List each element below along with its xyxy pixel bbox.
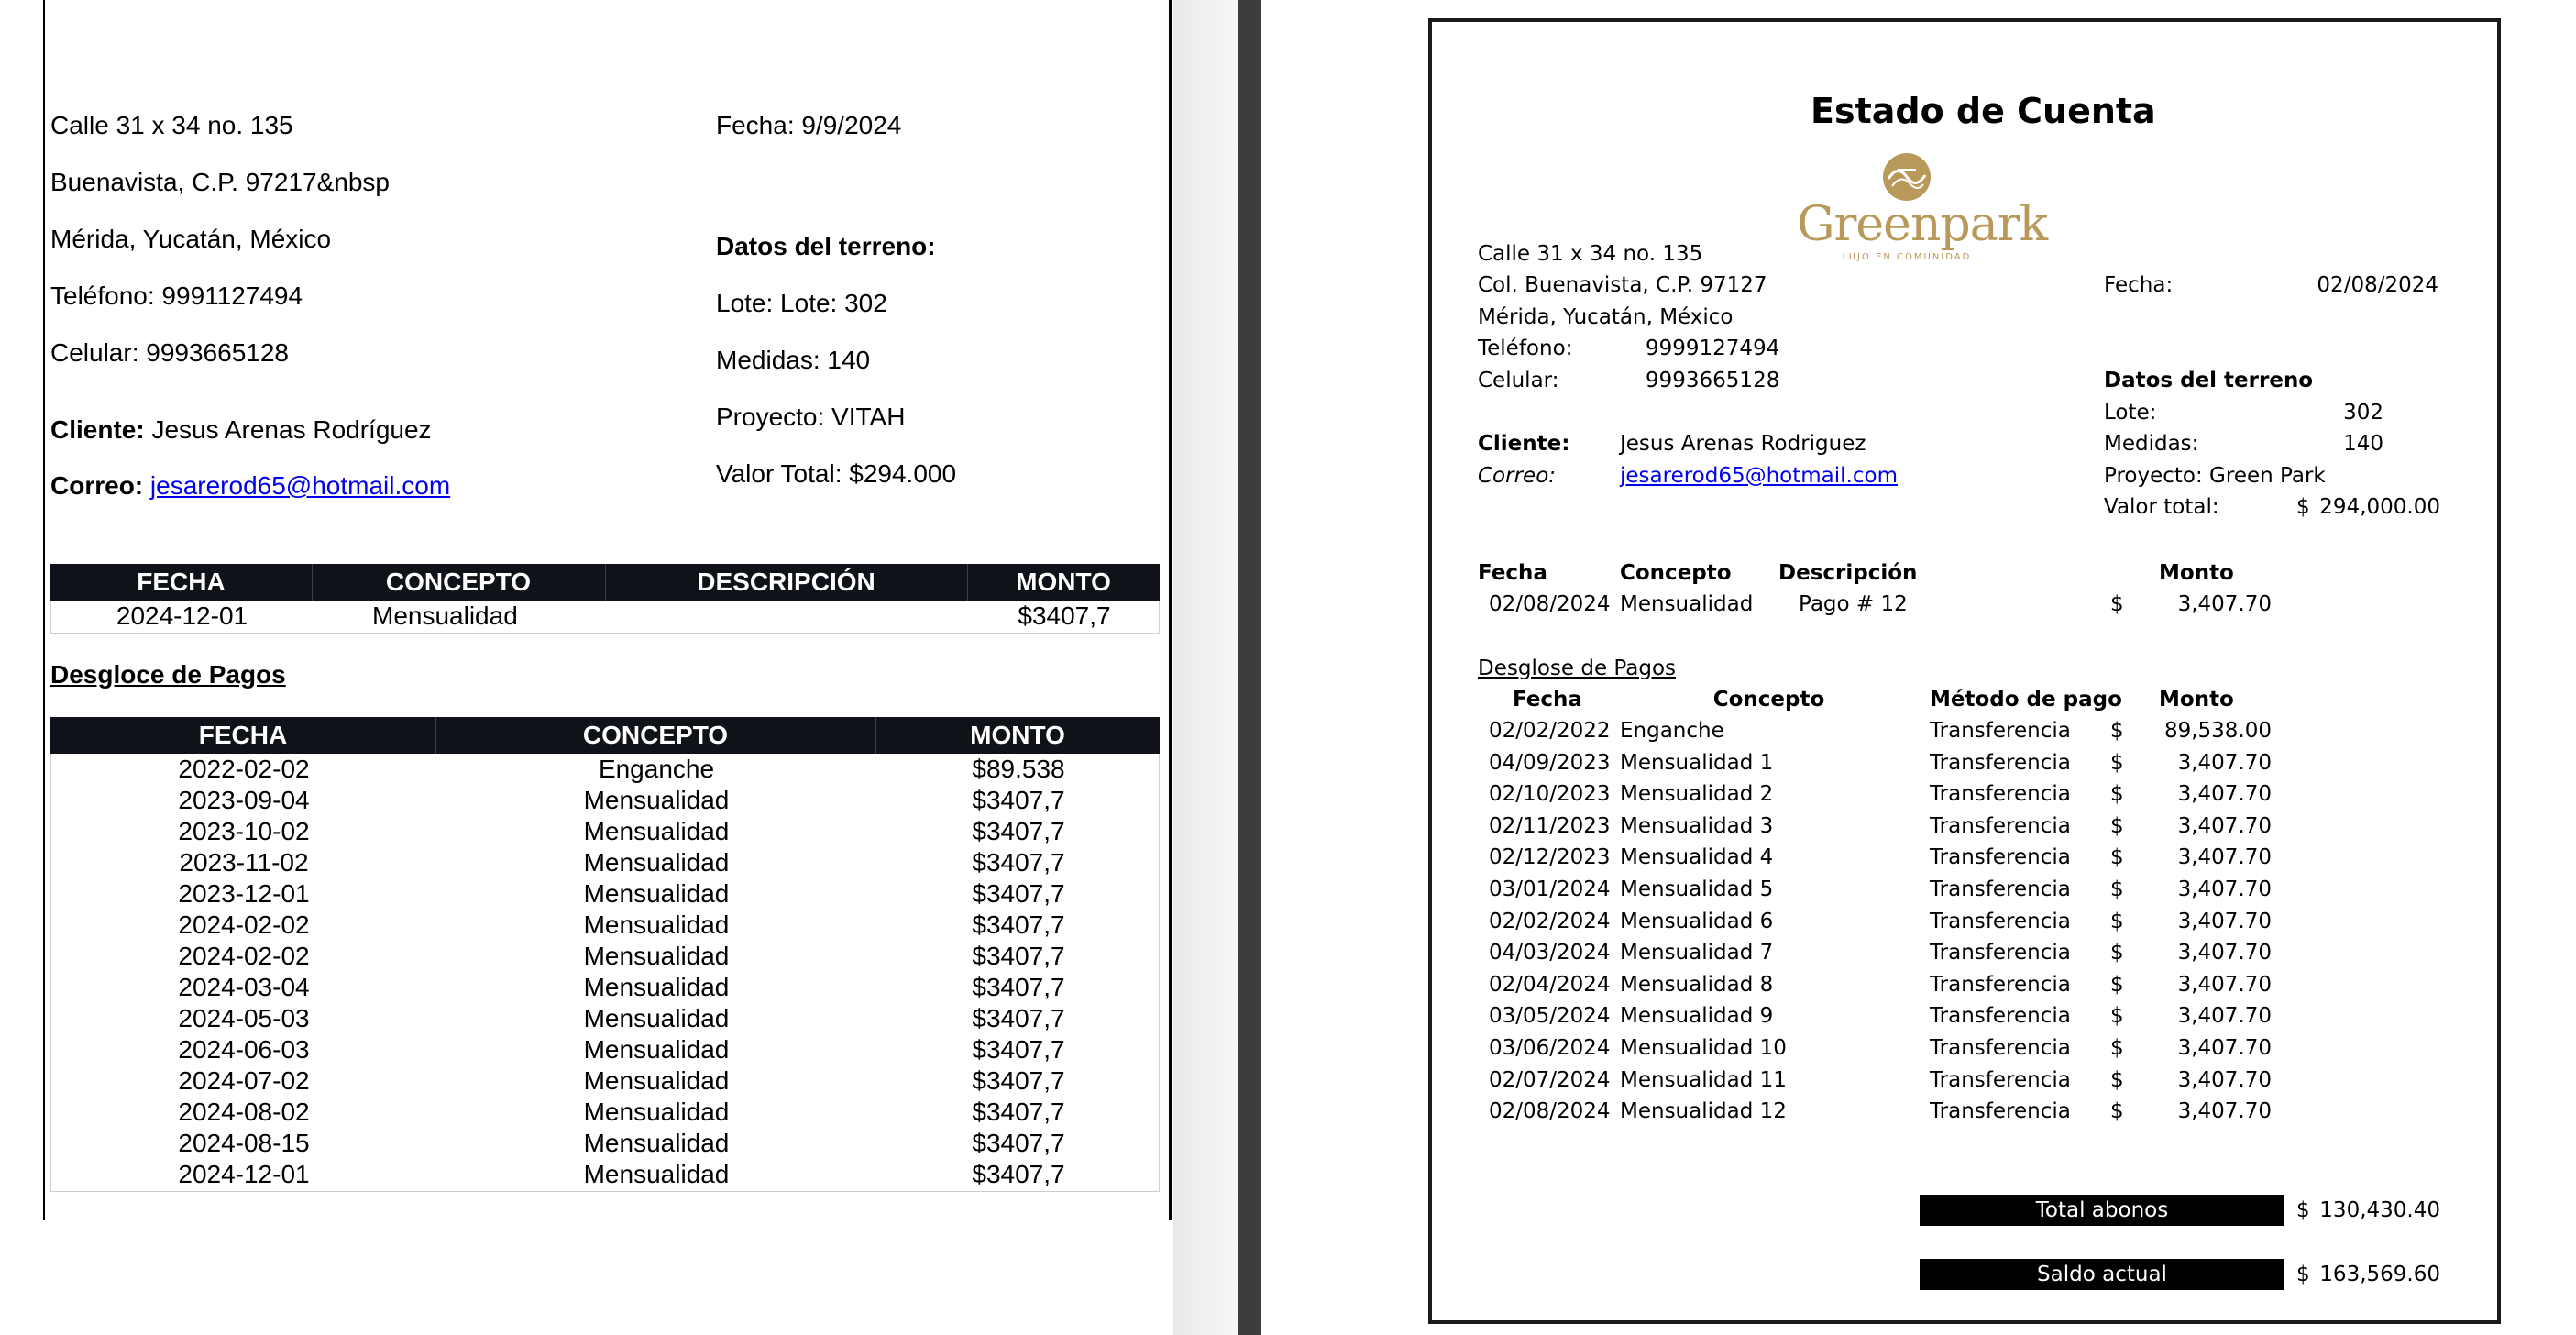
total-value-currency: $ <box>2296 495 2310 519</box>
row-fecha: 02/04/2024 <box>1489 972 1611 997</box>
row-concepto: Mensualidad 5 <box>1620 877 1774 901</box>
cell-concepto: Mensualidad <box>583 973 730 1001</box>
client-label: Cliente: <box>50 415 145 444</box>
row-metodo: Transferencia <box>1930 877 2071 901</box>
measures-label: Medidas: <box>2104 432 2199 456</box>
table-row <box>51 785 1159 816</box>
split-divider[interactable] <box>1238 0 1261 1335</box>
cell-monto: $3407,7 <box>972 1004 1065 1032</box>
row-metodo: Transferencia <box>1930 1004 2071 1029</box>
current-currency: $ <box>2110 592 2124 616</box>
saldo-actual-label: Saldo actual <box>1920 1259 2284 1290</box>
cell-fecha: 2024-02-02 <box>178 910 310 939</box>
statement-date: 02/08/2024 <box>2317 273 2438 297</box>
page-border-right <box>1169 0 1172 1220</box>
table-row <box>51 972 1159 1003</box>
land-data-title: Datos del terreno <box>2104 369 2314 392</box>
project: Proyecto: VITAH <box>716 403 906 431</box>
row-currency: $ <box>2110 877 2124 901</box>
breakdown-header-monto: Monto <box>2159 688 2234 712</box>
row-monto: 3,407.70 <box>2177 1004 2272 1029</box>
cell-monto: $3407,7 <box>972 973 1065 1001</box>
measures: Medidas: 140 <box>716 346 871 374</box>
logo-emblem-icon <box>1797 151 2017 203</box>
cell-fecha: 2024-12-01 <box>178 1160 310 1188</box>
cell-monto: $3407,7 <box>972 1066 1065 1095</box>
total-value: 294,000.00 <box>2319 495 2440 519</box>
cell-fecha: 2024-03-04 <box>178 973 310 1001</box>
row-concepto: Mensualidad 9 <box>1620 1004 1774 1029</box>
total-abonos-value: 130,430.40 <box>2319 1198 2440 1222</box>
row-currency: $ <box>2110 845 2124 870</box>
breakdown-header-concepto: Concepto <box>1712 688 1825 712</box>
greenpark-logo <box>1797 151 2048 266</box>
current-monto: 3,407.70 <box>2177 592 2272 616</box>
table-row <box>51 941 1159 972</box>
address-line-3: Mérida, Yucatán, México <box>50 225 332 253</box>
row-fecha: 03/06/2024 <box>1489 1036 1611 1060</box>
header-concepto: CONCEPTO <box>385 568 532 596</box>
email-label: Correo: <box>50 471 144 500</box>
row-metodo: Transferencia <box>1930 1099 2071 1124</box>
cell-monto: $3407,7 <box>972 1129 1065 1157</box>
table-row <box>51 1003 1159 1034</box>
header-fecha: FECHA <box>198 721 288 749</box>
phone: 9999127494 <box>1646 337 1780 360</box>
row-fecha: 03/01/2024 <box>1489 877 1611 901</box>
row-metodo: Transferencia <box>1930 782 2071 807</box>
html-statement-preview <box>0 0 1173 1335</box>
row-monto: 3,407.70 <box>2177 877 2272 901</box>
row-monto: 3,407.70 <box>2177 1067 2272 1092</box>
cell-monto: $3407,7 <box>972 1098 1065 1126</box>
header-concepto: CONCEPTO <box>582 721 729 749</box>
table-row <box>51 878 1159 910</box>
client <box>50 415 432 445</box>
cell-concepto: Mensualidad <box>583 1066 730 1095</box>
row-currency: $ <box>2110 941 2124 965</box>
table-row <box>51 910 1159 941</box>
breakdown-title: Desgloce de Pagos <box>50 660 286 689</box>
row-fecha: 02/11/2023 <box>1489 813 1611 838</box>
lot-label: Lote: <box>2104 401 2157 425</box>
charge-table-header <box>50 564 1160 601</box>
breakdown-table-body <box>50 754 1160 1192</box>
table-row <box>50 601 1160 634</box>
cell-monto: $3407,7 <box>972 942 1065 970</box>
current-concepto: Mensualidad <box>1620 592 1754 616</box>
cell-concepto: Mensualidad <box>583 1160 730 1188</box>
address-line-2: Col. Buenavista, C.P. 97127 <box>1478 273 1767 297</box>
row-fecha: 02/10/2023 <box>1489 782 1611 807</box>
email-link[interactable]: jesarerod65@hotmail.com <box>1620 464 1898 488</box>
header-fecha: Fecha <box>1478 561 1547 585</box>
cell-concepto: Mensualidad <box>583 1035 730 1064</box>
row-concepto: Mensualidad 7 <box>1620 941 1774 965</box>
cell-concepto: Mensualidad <box>583 848 730 877</box>
row-metodo: Transferencia <box>1930 750 2071 775</box>
cell-fecha: 2023-12-01 <box>178 879 310 908</box>
table-row <box>51 1128 1159 1159</box>
row-concepto: Mensualidad 1 <box>1620 750 1774 775</box>
table-row <box>51 1159 1159 1190</box>
saldo-actual-currency: $ <box>2296 1263 2310 1286</box>
row-monto: 3,407.70 <box>2177 1099 2272 1124</box>
total-abonos-label: Total abonos <box>1920 1195 2284 1226</box>
row-currency: $ <box>2110 813 2124 838</box>
cell-concepto: Mensualidad <box>583 1098 730 1126</box>
row-currency: $ <box>2110 1004 2124 1029</box>
row-metodo: Transferencia <box>1930 1067 2071 1092</box>
total-value: Valor Total: $294.000 <box>716 459 957 488</box>
saldo-actual-value: 163,569.60 <box>2319 1263 2440 1286</box>
lot: 302 <box>2343 401 2383 425</box>
row-monto: 3,407.70 <box>2177 813 2272 838</box>
cell-concepto: Mensualidad <box>583 1129 730 1157</box>
cell-fecha: 2024-06-03 <box>178 1035 310 1064</box>
row-fecha: 02/12/2023 <box>1489 845 1611 870</box>
row-metodo: Transferencia <box>1930 909 2071 933</box>
breakdown-table-header <box>50 717 1160 754</box>
project: Proyecto: Green Park <box>2104 464 2326 488</box>
cell-fecha: 2023-10-02 <box>178 817 310 845</box>
cell-concepto: Mensualidad <box>583 879 730 908</box>
table-row <box>51 1097 1159 1128</box>
row-monto: 3,407.70 <box>2177 782 2272 807</box>
current-fecha: 02/08/2024 <box>1489 592 1611 616</box>
cell-monto: $3407,7 <box>972 879 1065 908</box>
mobile: Celular: 9993665128 <box>50 338 289 367</box>
row-concepto: Mensualidad 12 <box>1620 1099 1787 1124</box>
row-concepto: Mensualidad 4 <box>1620 845 1774 870</box>
cell-fecha: 2024-02-02 <box>178 942 310 970</box>
cell-fecha: 2022-02-02 <box>178 755 310 783</box>
table-row <box>51 847 1159 878</box>
breakdown-title: Desglose de Pagos <box>1478 656 1676 680</box>
page-border-left <box>43 0 45 1220</box>
table-row <box>51 1034 1159 1065</box>
table-row <box>51 816 1159 847</box>
measures: 140 <box>2343 432 2383 456</box>
row-currency: $ <box>2110 719 2124 743</box>
cell-concepto: Mensualidad <box>583 1004 730 1032</box>
cell-fecha: 2024-08-02 <box>178 1098 310 1126</box>
land-data-title: Datos del terreno: <box>716 232 936 260</box>
email-link[interactable]: jesarerod65@hotmail.com <box>149 471 451 500</box>
current-descripcion: Pago # 12 <box>1799 592 1908 616</box>
row-monto: 3,407.70 <box>2177 845 2272 870</box>
row-metodo: Transferencia <box>1930 719 2071 743</box>
statement-date: Fecha: 9/9/2024 <box>716 111 902 139</box>
logo-wordmark: Greenpark <box>1797 197 2048 252</box>
mobile: 9993665128 <box>1646 369 1780 392</box>
row-fecha: 02/02/2024 <box>1489 909 1611 933</box>
address-line-2: Buenavista, C.P. 97217&nbsp <box>50 168 390 196</box>
email <box>50 471 450 501</box>
table-row <box>51 1065 1159 1097</box>
cell-fecha: 2024-08-15 <box>178 1129 310 1157</box>
row-fecha: 02/08/2024 <box>1489 1099 1611 1124</box>
client-name: Jesus Arenas Rodríguez <box>151 415 432 444</box>
row-concepto: Mensualidad 10 <box>1620 1036 1787 1060</box>
client-name: Jesus Arenas Rodriguez <box>1620 432 1866 456</box>
mobile-label: Celular: <box>1478 369 1559 392</box>
client-label: Cliente: <box>1478 432 1570 456</box>
cell-monto: $3407,7 <box>972 1160 1065 1188</box>
cell-monto: $3407,7 <box>972 910 1065 939</box>
row-metodo: Transferencia <box>1930 845 2071 870</box>
row-concepto: Mensualidad 8 <box>1620 972 1774 997</box>
row-fecha: 04/09/2023 <box>1489 750 1611 775</box>
header-descripcion: DESCRIPCIÓN <box>697 568 875 596</box>
phone-label: Teléfono: <box>1478 337 1573 360</box>
cell-concepto: Mensualidad <box>372 601 518 630</box>
cell-monto: $3407,7 <box>972 786 1065 814</box>
phone: Teléfono: 9991127494 <box>50 281 303 310</box>
cell-concepto: Mensualidad <box>583 817 730 845</box>
row-metodo: Transferencia <box>1930 1036 2071 1060</box>
header-descripcion: Descripción <box>1778 561 1918 585</box>
cell-concepto: Mensualidad <box>583 910 730 939</box>
total-abonos-currency: $ <box>2296 1198 2310 1222</box>
row-concepto: Mensualidad 2 <box>1620 782 1774 807</box>
row-metodo: Transferencia <box>1930 972 2071 997</box>
row-concepto: Mensualidad 6 <box>1620 909 1774 933</box>
row-fecha: 02/07/2024 <box>1489 1067 1611 1092</box>
row-fecha: 03/05/2024 <box>1489 1004 1611 1029</box>
row-monto: 3,407.70 <box>2177 941 2272 965</box>
row-currency: $ <box>2110 909 2124 933</box>
address-line-3: Mérida, Yucatán, México <box>1478 305 1734 329</box>
header-concepto: Concepto <box>1620 561 1732 585</box>
cell-concepto: Mensualidad <box>583 942 730 970</box>
row-currency: $ <box>2110 750 2124 775</box>
address-line-1: Calle 31 x 34 no. 135 <box>50 111 293 139</box>
header-monto: Monto <box>2159 561 2234 585</box>
cell-monto: $3407,7 <box>972 848 1065 877</box>
breakdown-header-metodo: Método de pago <box>1930 688 2122 712</box>
breakdown-header-fecha: Fecha <box>1513 688 1582 712</box>
row-currency: $ <box>2110 1036 2124 1060</box>
cell-fecha: 2023-11-02 <box>179 848 309 877</box>
row-fecha: 02/02/2022 <box>1489 719 1611 743</box>
cell-monto: $3407,7 <box>972 817 1065 845</box>
viewer-gutter <box>1173 0 1238 1335</box>
row-monto: 89,538.00 <box>2163 719 2272 743</box>
row-monto: 3,407.70 <box>2177 750 2272 775</box>
cell-monto: $89.538 <box>972 755 1065 783</box>
row-currency: $ <box>2110 972 2124 997</box>
cell-fecha: 2023-09-04 <box>178 786 310 814</box>
page-title: Estado de Cuenta <box>1811 91 2156 131</box>
row-concepto: Mensualidad 11 <box>1620 1067 1787 1092</box>
row-fecha: 04/03/2024 <box>1489 941 1611 965</box>
row-monto: 3,407.70 <box>2177 972 2272 997</box>
cell-monto: $3407,7 <box>1018 601 1111 630</box>
row-metodo: Transferencia <box>1930 941 2071 965</box>
cell-fecha: 2024-12-01 <box>116 601 248 630</box>
row-monto: 3,407.70 <box>2177 909 2272 933</box>
cell-fecha: 2024-07-02 <box>178 1066 310 1095</box>
row-metodo: Transferencia <box>1930 813 2071 838</box>
cell-fecha: 2024-05-03 <box>178 1004 310 1032</box>
cell-concepto: Mensualidad <box>583 786 730 814</box>
row-currency: $ <box>2110 1067 2124 1092</box>
header-fecha: FECHA <box>137 568 226 596</box>
logo-tagline: LUJO EN COMUNIDAD <box>1842 252 1972 262</box>
lot: Lote: Lote: 302 <box>716 289 887 317</box>
row-currency: $ <box>2110 782 2124 807</box>
table-row <box>51 754 1159 785</box>
row-currency: $ <box>2110 1099 2124 1124</box>
date-label: Fecha: <box>2104 273 2174 297</box>
header-monto: MONTO <box>970 721 1065 749</box>
cell-concepto: Enganche <box>598 755 715 783</box>
row-monto: 3,407.70 <box>2177 1036 2272 1060</box>
email-label: Correo: <box>1478 464 1557 488</box>
address-line-1: Calle 31 x 34 no. 135 <box>1478 242 1703 266</box>
row-concepto: Enganche <box>1620 719 1724 743</box>
total-value-label: Valor total: <box>2104 495 2219 519</box>
row-concepto: Mensualidad 3 <box>1620 813 1774 838</box>
cell-monto: $3407,7 <box>972 1035 1065 1064</box>
header-monto: MONTO <box>1016 568 1111 596</box>
